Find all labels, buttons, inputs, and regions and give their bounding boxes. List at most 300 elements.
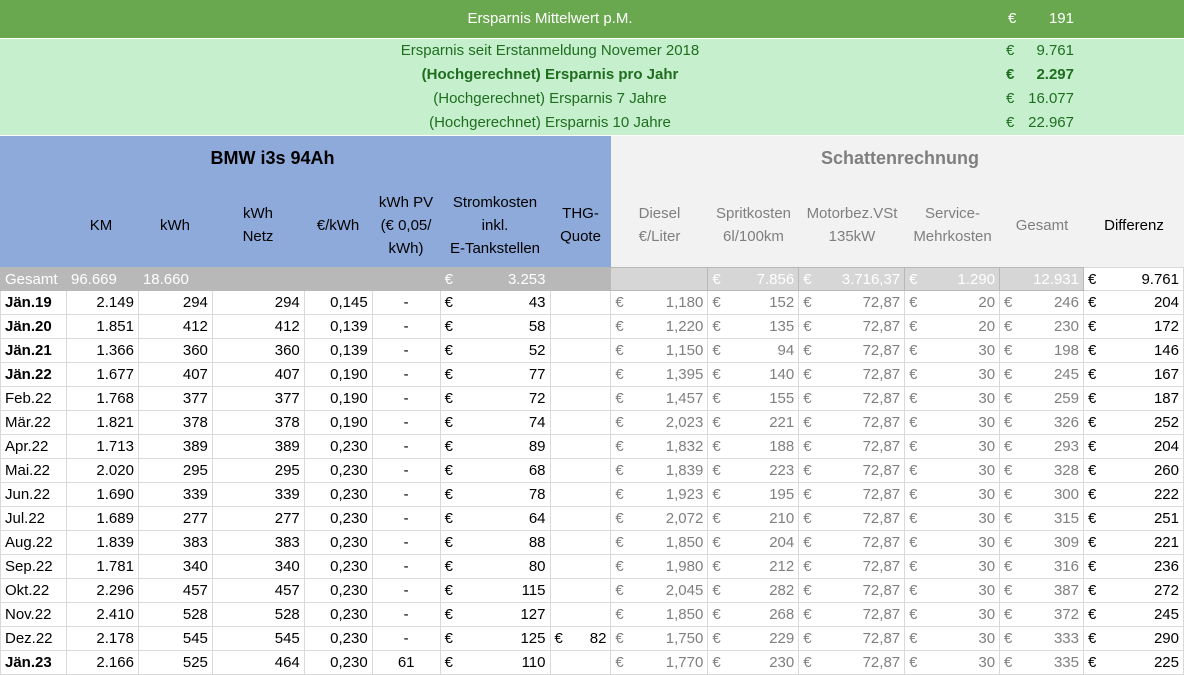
cell-total xyxy=(1000,507,1084,531)
total-value: 198 xyxy=(1053,342,1079,359)
header-difference: Differenz xyxy=(1104,216,1164,234)
motor-tax-value: 72,87 xyxy=(862,558,901,575)
cell-motor-tax xyxy=(799,627,905,651)
currency-symbol: € xyxy=(803,270,812,288)
cell-diesel-price xyxy=(611,315,708,339)
kwh-value: 528 xyxy=(182,606,208,623)
cell-stromkosten xyxy=(440,603,550,627)
kwh-value: 383 xyxy=(182,534,208,551)
cell-kwh-netz xyxy=(212,531,304,555)
currency-symbol: € xyxy=(1087,510,1097,527)
currency-symbol: € xyxy=(1004,414,1013,431)
currency-symbol: € xyxy=(615,558,624,575)
service-costs-value: 30 xyxy=(978,582,996,599)
summary-row xyxy=(0,63,1184,87)
kwh-value: 377 xyxy=(182,390,208,407)
cell-kwh xyxy=(138,435,212,459)
cell-total xyxy=(1000,555,1084,579)
motor-tax-value: 72,87 xyxy=(862,510,901,527)
kwh-netz-value: 412 xyxy=(274,318,300,335)
table-row xyxy=(1,507,1184,531)
cell-km xyxy=(66,651,138,675)
diesel-price-value: 1,180 xyxy=(665,294,704,311)
cell-stromkosten xyxy=(440,411,550,435)
kwh-pv-value: - xyxy=(403,606,409,623)
cell-difference xyxy=(1083,483,1183,507)
header-fuel-costs: Spritkosten 6l/100km xyxy=(715,205,792,245)
kwh-pv-value: - xyxy=(403,438,409,455)
cell-total xyxy=(1000,315,1084,339)
cell-month xyxy=(1,411,67,435)
cell-service-costs xyxy=(905,531,1000,555)
kwh-value: 378 xyxy=(182,414,208,431)
total-empty xyxy=(212,268,304,291)
currency-symbol: € xyxy=(615,318,624,335)
difference-value: 172 xyxy=(1153,318,1179,335)
km-value: 2.166 xyxy=(96,654,134,671)
cell-total xyxy=(1000,627,1084,651)
cell-total xyxy=(1000,411,1084,435)
service-costs-value: 30 xyxy=(978,342,996,359)
cell-diesel-price xyxy=(611,339,708,363)
cell-difference xyxy=(1083,603,1183,627)
eur-per-kwh-value: 0,145 xyxy=(330,294,368,311)
currency-symbol: € xyxy=(1004,654,1013,671)
cell-eur-per-kwh xyxy=(304,603,372,627)
total-label: Gesamt xyxy=(1,268,67,291)
cell-month xyxy=(1,579,67,603)
cell-eur-per-kwh xyxy=(304,339,372,363)
currency-symbol: € xyxy=(712,462,721,479)
cell-thg-quote xyxy=(550,411,611,435)
cell-eur-per-kwh xyxy=(304,459,372,483)
difference-value: 251 xyxy=(1153,510,1179,527)
currency-symbol: € xyxy=(1087,342,1097,359)
kwh-netz-value: 407 xyxy=(274,366,300,383)
cell-month xyxy=(1,363,67,387)
currency-symbol: € xyxy=(909,486,918,503)
total-kwh: 18.660 xyxy=(138,268,212,291)
currency-symbol: € xyxy=(712,582,721,599)
diesel-price-value: 1,923 xyxy=(665,486,704,503)
cell-km xyxy=(66,555,138,579)
fuel-costs-value: 223 xyxy=(769,462,795,479)
cell-month xyxy=(1,603,67,627)
currency-symbol: € xyxy=(803,534,812,551)
cell-km xyxy=(66,411,138,435)
eur-per-kwh-value: 0,230 xyxy=(330,582,368,599)
cell-motor-tax xyxy=(799,507,905,531)
cell-stromkosten xyxy=(440,339,550,363)
cell-stromkosten xyxy=(440,315,550,339)
cell-thg-quote xyxy=(550,651,611,675)
difference-value: 204 xyxy=(1153,438,1179,455)
cell-thg-quote xyxy=(550,507,611,531)
eur-per-kwh-value: 0,230 xyxy=(330,654,368,671)
currency-symbol: € xyxy=(712,510,721,527)
cell-fuel-costs xyxy=(708,411,799,435)
table-row xyxy=(1,555,1184,579)
savings-summary xyxy=(0,39,1184,135)
total-value: 309 xyxy=(1053,534,1079,551)
difference-value: 222 xyxy=(1153,486,1179,503)
currency-symbol: € xyxy=(712,438,721,455)
cell-kwh-netz xyxy=(212,315,304,339)
stromkosten-value: 58 xyxy=(528,318,546,335)
cell-month xyxy=(1,483,67,507)
kwh-netz-value: 339 xyxy=(274,486,300,503)
currency-symbol: € xyxy=(909,294,918,311)
kwh-pv-value: - xyxy=(403,558,409,575)
eur-per-kwh-value: 0,230 xyxy=(330,630,368,647)
currency-symbol: € xyxy=(615,390,624,407)
cell-kwh xyxy=(138,459,212,483)
total-value: 293 xyxy=(1053,438,1079,455)
cell-kwh xyxy=(138,411,212,435)
month-label: Feb.22 xyxy=(5,390,52,407)
kwh-netz-value: 340 xyxy=(274,558,300,575)
currency-symbol: € xyxy=(444,366,453,383)
eur-per-kwh-value: 0,190 xyxy=(330,366,368,383)
currency-symbol: € xyxy=(909,438,918,455)
currency-symbol: € xyxy=(615,438,624,455)
cell-motor-tax xyxy=(799,483,905,507)
cell-km xyxy=(66,363,138,387)
cell-stromkosten xyxy=(440,387,550,411)
currency-symbol: € xyxy=(1004,582,1013,599)
total-empty xyxy=(372,268,440,291)
kwh-pv-value: - xyxy=(403,390,409,407)
currency-symbol: € xyxy=(909,654,918,671)
cell-kwh-netz xyxy=(212,579,304,603)
cell-km xyxy=(66,339,138,363)
summary-row xyxy=(0,87,1184,111)
currency-symbol: € xyxy=(1004,390,1013,407)
cell-motor-tax xyxy=(799,387,905,411)
month-label: Apr.22 xyxy=(5,438,49,455)
total-value: 246 xyxy=(1053,294,1079,311)
cell-km xyxy=(66,531,138,555)
currency-symbol: € xyxy=(615,654,624,671)
cell-diesel-price xyxy=(611,435,708,459)
cell-total xyxy=(1000,651,1084,675)
header-kwh: kWh xyxy=(160,216,190,234)
cell-difference xyxy=(1083,651,1183,675)
cell-kwh-netz xyxy=(212,363,304,387)
eur-per-kwh-value: 0,230 xyxy=(330,558,368,575)
cell-difference xyxy=(1083,315,1183,339)
cell-fuel-costs xyxy=(708,315,799,339)
cell-fuel-costs xyxy=(708,483,799,507)
currency-symbol: € xyxy=(444,534,453,551)
cell-kwh xyxy=(138,363,212,387)
kwh-value: 457 xyxy=(182,582,208,599)
cell-diesel-price xyxy=(611,507,708,531)
cell-km xyxy=(66,627,138,651)
cell-kwh-netz xyxy=(212,627,304,651)
currency-symbol: € xyxy=(1004,294,1013,311)
cell-eur-per-kwh xyxy=(304,507,372,531)
fuel-costs-value: 268 xyxy=(769,606,795,623)
currency-symbol: € xyxy=(803,630,812,647)
cell-km xyxy=(66,507,138,531)
fuel-costs-value: 140 xyxy=(769,366,795,383)
cell-kwh-pv xyxy=(372,339,440,363)
fuel-costs-value: 188 xyxy=(769,438,795,455)
fuel-costs-value: 152 xyxy=(769,294,795,311)
service-costs-value: 30 xyxy=(978,558,996,575)
cell-kwh-pv xyxy=(372,315,440,339)
currency-symbol: € xyxy=(712,654,721,671)
header-thg-quote: THG- Quote xyxy=(560,205,601,245)
cell-motor-tax xyxy=(799,603,905,627)
kwh-netz-value: 378 xyxy=(274,414,300,431)
diesel-price-value: 1,750 xyxy=(665,630,704,647)
cell-month xyxy=(1,651,67,675)
currency-symbol: € xyxy=(615,342,624,359)
kwh-pv-value: - xyxy=(403,582,409,599)
currency-symbol: € xyxy=(909,318,918,335)
kwh-value: 545 xyxy=(182,630,208,647)
cell-eur-per-kwh xyxy=(304,483,372,507)
cell-stromkosten xyxy=(440,651,550,675)
cell-eur-per-kwh xyxy=(304,555,372,579)
currency-symbol: € xyxy=(803,654,812,671)
table-row xyxy=(1,315,1184,339)
header-diesel-price: Diesel €/Liter xyxy=(638,205,681,245)
cell-kwh-netz xyxy=(212,387,304,411)
summary-label: (Hochgerechnet) Ersparnis 10 Jahre xyxy=(429,114,671,131)
currency-symbol: € xyxy=(615,606,624,623)
eur-per-kwh-value: 0,230 xyxy=(330,534,368,551)
cell-km xyxy=(66,291,138,315)
cell-kwh-netz xyxy=(212,483,304,507)
cell-km xyxy=(66,483,138,507)
cell-diesel-price xyxy=(611,483,708,507)
ev-section-title: BMW i3s 94Ah xyxy=(210,148,335,168)
total-motor-tax-value: 3.716,37 xyxy=(841,270,901,288)
cell-diesel-price xyxy=(611,627,708,651)
cell-difference xyxy=(1083,291,1183,315)
kwh-netz-value: 545 xyxy=(274,630,300,647)
service-costs-value: 30 xyxy=(978,606,996,623)
diesel-price-value: 1,395 xyxy=(665,366,704,383)
currency-symbol: € xyxy=(1087,606,1097,623)
cell-stromkosten xyxy=(440,579,550,603)
currency-symbol: € xyxy=(1087,270,1097,288)
cell-fuel-costs xyxy=(708,291,799,315)
eur-per-kwh-value: 0,190 xyxy=(330,414,368,431)
cell-motor-tax xyxy=(799,315,905,339)
motor-tax-value: 72,87 xyxy=(862,654,901,671)
cell-thg-quote xyxy=(550,291,611,315)
currency-symbol: € xyxy=(444,558,453,575)
eur-per-kwh-value: 0,230 xyxy=(330,438,368,455)
stromkosten-value: 110 xyxy=(521,654,546,671)
currency-symbol: € xyxy=(444,342,453,359)
service-costs-value: 20 xyxy=(978,318,996,335)
cell-diesel-price xyxy=(611,459,708,483)
currency-symbol: € xyxy=(1008,10,1017,27)
currency-symbol: € xyxy=(615,414,624,431)
stromkosten-value: 78 xyxy=(528,486,546,503)
currency-symbol: € xyxy=(909,558,918,575)
currency-symbol: € xyxy=(554,630,563,647)
motor-tax-value: 72,87 xyxy=(862,630,901,647)
cell-kwh-pv xyxy=(372,555,440,579)
cell-diesel-price xyxy=(611,411,708,435)
header-kwh-netz: kWh Netz xyxy=(242,205,274,245)
cell-eur-per-kwh xyxy=(304,435,372,459)
cell-diesel-price xyxy=(611,531,708,555)
total-value: 259 xyxy=(1053,390,1079,407)
kwh-value: 340 xyxy=(182,558,208,575)
cell-difference xyxy=(1083,363,1183,387)
cell-stromkosten xyxy=(440,291,550,315)
fuel-costs-value: 155 xyxy=(769,390,795,407)
currency-symbol: € xyxy=(909,534,918,551)
month-label: Jän.20 xyxy=(5,318,52,335)
cell-thg-quote xyxy=(550,363,611,387)
currency-symbol: € xyxy=(1004,510,1013,527)
cell-service-costs xyxy=(905,363,1000,387)
stromkosten-value: 52 xyxy=(528,342,546,359)
eur-per-kwh-value: 0,139 xyxy=(330,342,368,359)
cell-service-costs xyxy=(905,603,1000,627)
cell-month xyxy=(1,507,67,531)
currency-symbol: € xyxy=(909,510,918,527)
shadow-calc-section-title: Schattenrechnung xyxy=(820,148,980,168)
currency-symbol: € xyxy=(1087,534,1097,551)
total-value: 300 xyxy=(1053,486,1079,503)
cell-motor-tax xyxy=(799,339,905,363)
eur-per-kwh-value: 0,139 xyxy=(330,318,368,335)
currency-symbol: € xyxy=(615,582,624,599)
cell-kwh-pv xyxy=(372,603,440,627)
cell-thg-quote xyxy=(550,603,611,627)
summary-row xyxy=(0,111,1184,135)
header-service-costs: Service- Mehrkosten xyxy=(913,205,992,245)
service-costs-value: 30 xyxy=(978,630,996,647)
kwh-pv-value: - xyxy=(403,294,409,311)
cell-stromkosten xyxy=(440,459,550,483)
kwh-value: 407 xyxy=(182,366,208,383)
eur-per-kwh-value: 0,230 xyxy=(330,462,368,479)
kwh-pv-value: - xyxy=(403,342,409,359)
eur-per-kwh-value: 0,230 xyxy=(330,606,368,623)
difference-value: 252 xyxy=(1153,414,1179,431)
cell-difference xyxy=(1083,387,1183,411)
total-value: 335 xyxy=(1053,654,1079,671)
month-label: Jän.19 xyxy=(5,294,52,311)
currency-symbol: € xyxy=(1006,90,1015,107)
data-table xyxy=(0,267,1184,675)
motor-tax-value: 72,87 xyxy=(862,390,901,407)
difference-value: 167 xyxy=(1153,366,1179,383)
stromkosten-value: 88 xyxy=(528,534,546,551)
cell-total xyxy=(1000,459,1084,483)
month-label: Aug.22 xyxy=(5,534,53,551)
cell-kwh xyxy=(138,387,212,411)
currency-symbol: € xyxy=(444,486,453,503)
currency-symbol: € xyxy=(1004,606,1013,623)
currency-symbol: € xyxy=(615,294,624,311)
total-stromkosten xyxy=(440,268,550,291)
currency-symbol: € xyxy=(1004,318,1013,335)
cell-eur-per-kwh xyxy=(304,315,372,339)
cell-total xyxy=(1000,579,1084,603)
currency-symbol: € xyxy=(1004,342,1013,359)
diesel-price-value: 1,457 xyxy=(665,390,704,407)
km-value: 2.149 xyxy=(96,294,134,311)
cell-month xyxy=(1,531,67,555)
service-costs-value: 20 xyxy=(978,294,996,311)
cell-kwh-pv xyxy=(372,435,440,459)
eur-per-kwh-value: 0,230 xyxy=(330,486,368,503)
currency-symbol: € xyxy=(444,270,453,288)
cell-kwh xyxy=(138,339,212,363)
km-value: 2.296 xyxy=(96,582,134,599)
service-costs-value: 30 xyxy=(978,366,996,383)
currency-symbol: € xyxy=(909,606,918,623)
km-value: 1.366 xyxy=(96,342,134,359)
cell-service-costs xyxy=(905,291,1000,315)
currency-symbol: € xyxy=(712,366,721,383)
km-value: 1.677 xyxy=(96,366,134,383)
eur-per-kwh-value: 0,190 xyxy=(330,390,368,407)
motor-tax-value: 72,87 xyxy=(862,438,901,455)
cell-eur-per-kwh xyxy=(304,651,372,675)
currency-symbol: € xyxy=(1006,42,1015,59)
stromkosten-value: 77 xyxy=(528,366,546,383)
total-overall: 12.931 xyxy=(1000,268,1084,291)
cell-service-costs xyxy=(905,387,1000,411)
cell-month xyxy=(1,459,67,483)
thg-quote-value: 82 xyxy=(589,630,607,647)
total-value: 315 xyxy=(1053,510,1079,527)
cell-diesel-price xyxy=(611,363,708,387)
km-value: 1.839 xyxy=(96,534,134,551)
currency-symbol: € xyxy=(909,414,918,431)
currency-symbol: € xyxy=(1004,558,1013,575)
km-value: 1.821 xyxy=(96,414,134,431)
currency-symbol: € xyxy=(712,270,721,288)
table-row xyxy=(1,411,1184,435)
cell-kwh-pv xyxy=(372,387,440,411)
cell-fuel-costs xyxy=(708,507,799,531)
cell-km xyxy=(66,603,138,627)
total-fuel-costs-value: 7.856 xyxy=(756,270,795,288)
cell-kwh xyxy=(138,531,212,555)
cell-km xyxy=(66,387,138,411)
total-motor-tax xyxy=(799,268,905,291)
cell-kwh xyxy=(138,579,212,603)
cell-month xyxy=(1,315,67,339)
stromkosten-value: 125 xyxy=(520,630,546,647)
currency-symbol: € xyxy=(444,510,453,527)
cell-kwh-pv xyxy=(372,459,440,483)
cell-km xyxy=(66,579,138,603)
total-empty xyxy=(304,268,372,291)
service-costs-value: 30 xyxy=(978,390,996,407)
cell-service-costs xyxy=(905,411,1000,435)
table-row xyxy=(1,603,1184,627)
fuel-costs-value: 195 xyxy=(769,486,795,503)
cell-thg-quote xyxy=(550,387,611,411)
diesel-price-value: 1,850 xyxy=(665,534,704,551)
currency-symbol: € xyxy=(444,606,453,623)
currency-symbol: € xyxy=(1087,414,1097,431)
